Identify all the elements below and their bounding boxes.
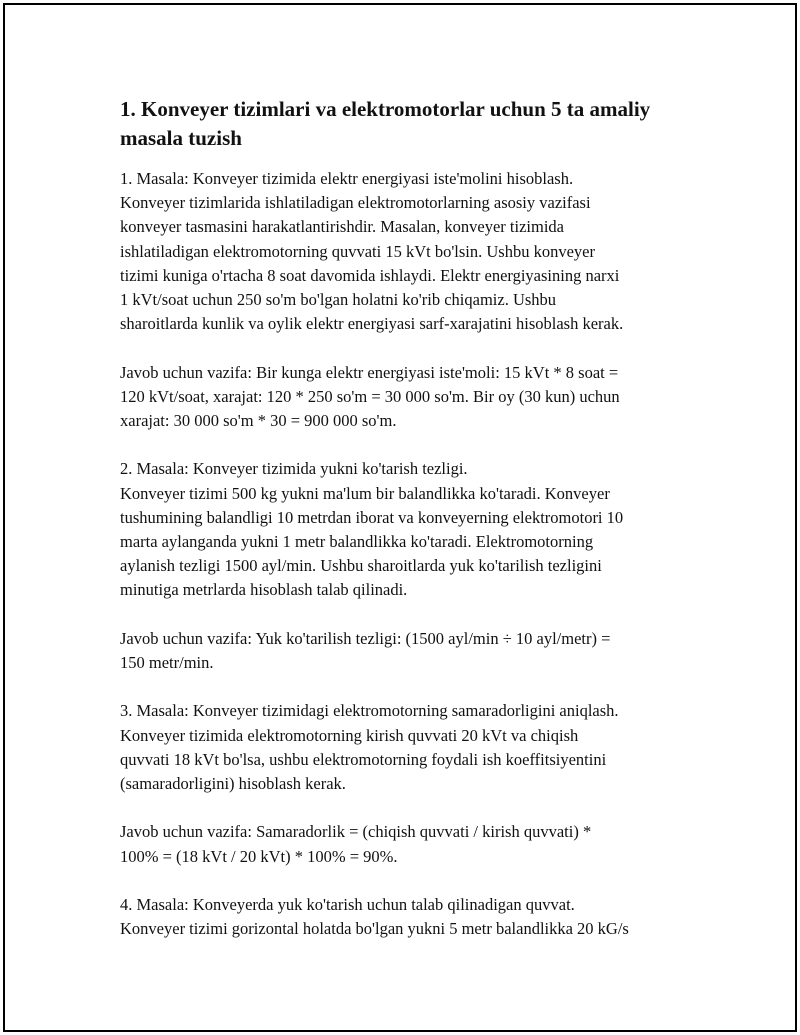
text-line: 1. Masala: Konveyer tizimida elektr energiyasi iste'molini hisoblash.: [120, 169, 574, 188]
paragraph-spacer: [120, 675, 700, 699]
text-line: sharoitlarda kunlik va oylik elektr energiyasi sarf-xarajatini hisoblash kerak.: [120, 314, 624, 334]
problem-3-statement: [120, 699, 700, 796]
document-heading: [120, 95, 700, 153]
paragraph-spacer: [120, 603, 700, 627]
text-line: 4. Masala: Konveyerda yuk ko'tarish uchun talab qilinadigan quvvat.: [120, 895, 575, 914]
text-line: 150 metr/min.: [120, 653, 214, 673]
problem-1-statement: [120, 167, 700, 336]
problem-2-answer: [120, 627, 700, 675]
heading-line: masala tuzish: [120, 126, 242, 150]
text-line: Javob uchun vazifa: Bir kunga elektr energiyasi iste'moli: 15 kVt * 8 soat =: [120, 362, 619, 382]
page-frame: [3, 3, 797, 1032]
text-line: Konveyer tizimlarida ishlatiladigan elektromotorlarning asosiy vazifasi: [120, 193, 591, 213]
text-line: ishlatiladigan elektromotorning quvvati 15 kVt bo'lsin. Ushbu konveyer: [120, 241, 595, 261]
text-line: konveyer tasmasini harakatlantirishdir. Masalan, konveyer tizimida: [120, 217, 564, 237]
text-line: 2. Masala: Konveyer tizimida yukni ko'tarish tezligi.: [120, 459, 468, 479]
problem-2-statement: [120, 457, 700, 602]
text-line: 100% = (18 kVt / 20 kVt) * 100% = 90%.: [120, 846, 398, 866]
text-line: 3. Masala: Konveyer tizimidagi elektromotorning samaradorligini aniqlash.: [120, 701, 619, 721]
text-line: Konveyer tizimida elektromotorning kirish quvvati 20 kVt va chiqish: [120, 725, 579, 745]
text-line: (samaradorligini) hisoblash kerak.: [120, 774, 346, 794]
text-line: marta aylanganda yukni 1 metr balandlikka ko'taradi. Elektromotorning: [120, 532, 594, 552]
text-line: minutiga metrlarda hisoblash talab qilinadi.: [120, 580, 408, 600]
paragraph-spacer: [120, 336, 700, 360]
text-line: Konveyer tizimi gorizontal holatda bo'lgan yukni 5 metr balandlikka 20 kG/s: [120, 919, 629, 939]
text-line: Javob uchun vazifa: Samaradorlik = (chiqish quvvati / kirish quvvati) *: [120, 822, 592, 842]
paragraph-spacer: [120, 869, 700, 893]
text-line: Javob uchun vazifa: Yuk ko'tarilish tezligi: (1500 ayl/min ÷ 10 ayl/metr) =: [120, 628, 611, 648]
problem-1-answer: [120, 361, 700, 434]
text-line: 1 kVt/soat uchun 250 so'm bo'lgan holatni ko'rib chiqamiz. Ushbu: [120, 290, 557, 310]
text-line: 120 kVt/soat, xarajat: 120 * 250 so'm = 30 000 so'm. Bir oy (30 kun) uchun: [120, 386, 620, 406]
problem-4-statement: [120, 893, 700, 941]
text-line: xarajat: 30 000 so'm * 30 = 900 000 so'm.: [120, 411, 397, 431]
text-line: tushumining balandligi 10 metrdan iborat va konveyerning elektromotori 10: [120, 507, 624, 527]
text-line: Konveyer tizimi 500 kg yukni ma'lum bir balandlikka ko'taradi. Konveyer: [120, 483, 610, 503]
text-line: tizimi kuniga o'rtacha 8 soat davomida ishlaydi. Elektr energiyasining narxi: [120, 265, 620, 285]
heading-line: 1. Konveyer tizimlari va elektromotorlar uchun 5 ta amaliy: [120, 97, 651, 121]
paragraph-spacer: [120, 796, 700, 820]
text-line: quvvati 18 kVt bo'lsa, ushbu elektromotorning foydali ish koeffitsiyentini: [120, 749, 607, 769]
document-body: [120, 95, 700, 941]
text-line: aylanish tezligi 1500 ayl/min. Ushbu sharoitlarda yuk ko'tarilish tezligini: [120, 556, 602, 576]
paragraph-spacer: [120, 433, 700, 457]
problem-3-answer: [120, 820, 700, 868]
